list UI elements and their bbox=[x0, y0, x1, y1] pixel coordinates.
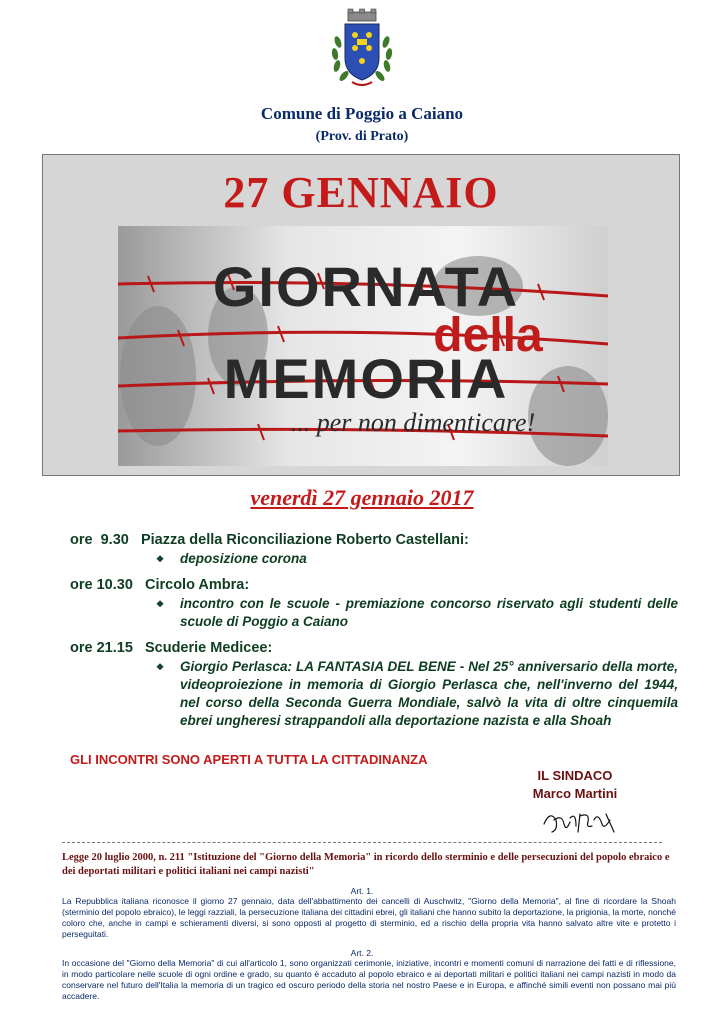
schedule-detail-text: Giorgio Perlasca: LA FANTASIA DEL BENE - Nel 25° anniversario della morte, videoproiezione in memoria di Giorgio Perlasca che, nell'inverno del 1944, nel corso della Seconda Guerra Mondiale, salvò la vita di oltre cinquemila ebrei ungheresi strappandoli alla deportazione nazista e alla Shoah bbox=[180, 659, 678, 728]
schedule-place: Circolo Ambra: bbox=[144, 577, 250, 593]
municipal-crest bbox=[322, 8, 402, 90]
law-article-1-text: La Repubblica italiana riconosce il giorno 27 gennaio, data dell'abbattimento dei cancelli di Auschwitz, "Giorno della Memoria", al fine di ricordare la Shoah (sterminio del popolo ebraico), le leggi razziali, la persecuzione italiana dei cittadini ebrei, gli italiani che hanno subito la deportazione, la prigionia, la morte, nonché coloro che, anche in campi e schieramenti diversi, si sono opposti al progetto di sterminio, ed a rischio della propria vita hanno salvato altre vite e protetto i perseguitati. bbox=[62, 896, 676, 939]
schedule-detail-text: deposizione corona bbox=[180, 551, 307, 566]
diamond-bullet-icon: ❖ bbox=[156, 662, 165, 672]
banner-tagline: ... per non dimenticare! bbox=[290, 408, 536, 437]
separator-line bbox=[62, 842, 662, 843]
law-article-2-text: In occasione del "Giorno della Memoria" di cui all'articolo 1, sono organizzati cerimonie, iniziative, incontri e momenti comuni di narrazione dei fatti e di riflessione, in modo particolare nelle scuole di ogni ordine e grado, su quanto è accaduto al popolo ebraico e ai deportati militari e politici italiani nei campi nazisti in modo da conservare nel futuro dell'Italia la memoria di un tragico ed oscuro periodo della storia nel nostro Paese e in Europa, e affinché simili eventi non possano mai più accadere. bbox=[62, 958, 676, 1001]
schedule-time: ore 9.30 bbox=[70, 532, 129, 548]
hero-panel bbox=[42, 154, 680, 476]
banner-title-giornata: GIORNATA bbox=[212, 255, 520, 318]
schedule-place: Piazza della Riconciliazione Roberto Castellani: bbox=[140, 532, 469, 548]
schedule-item-title bbox=[70, 640, 678, 656]
signatory-role: IL SINDACO bbox=[537, 768, 613, 783]
law-article-2-title: Art. 2. bbox=[350, 948, 374, 958]
memoria-banner-image bbox=[118, 226, 608, 466]
schedule-detail bbox=[70, 658, 678, 730]
crown-icon bbox=[348, 9, 376, 21]
schedule-item bbox=[70, 577, 678, 631]
law-title: Legge 20 luglio 2000, n. 211 "Istituzione del "Giorno della Memoria" in ricordo dello sterminio e delle persecuzioni del popolo ebraico e dei deportati militari e politici italiani nei campi nazisti" bbox=[62, 852, 670, 877]
schedule-detail bbox=[70, 550, 678, 568]
hero-date-title: 27 GENNAIO bbox=[223, 168, 499, 217]
diamond-bullet-icon: ❖ bbox=[156, 554, 165, 564]
signatory-block bbox=[500, 767, 650, 803]
schedule-time: ore 10.30 bbox=[70, 577, 133, 593]
shield-icon bbox=[345, 24, 379, 80]
municipality-name: Comune di Poggio a Caiano bbox=[260, 104, 464, 123]
event-date-text: venerdì 27 gennaio 2017 bbox=[250, 485, 474, 510]
schedule-detail bbox=[70, 595, 678, 631]
banner-title-della: della bbox=[433, 309, 543, 362]
schedule-detail-text: incontro con le scuole - premiazione concorso riservato agli studenti delle scuole di Poggio a Caiano bbox=[180, 596, 678, 629]
schedule-item-title bbox=[70, 577, 678, 593]
banner-title-memoria: MEMORIA bbox=[223, 347, 509, 410]
schedule-item bbox=[70, 640, 678, 730]
schedule-time: ore 21.15 bbox=[70, 640, 133, 656]
handwritten-signature bbox=[540, 804, 620, 838]
law-article-1-title: Art. 1. bbox=[350, 886, 374, 896]
schedule-place: Scuderie Medicee: bbox=[144, 640, 273, 656]
schedule-item bbox=[70, 532, 678, 568]
schedule-item-title bbox=[70, 532, 678, 548]
signatory-name: Marco Martini bbox=[532, 786, 618, 801]
event-date bbox=[0, 485, 724, 511]
province-name: (Prov. di Prato) bbox=[315, 129, 409, 144]
open-to-public-note: GLI INCONTRI SONO APERTI A TUTTA LA CITTADINANZA bbox=[70, 752, 428, 767]
diamond-bullet-icon: ❖ bbox=[156, 599, 165, 609]
